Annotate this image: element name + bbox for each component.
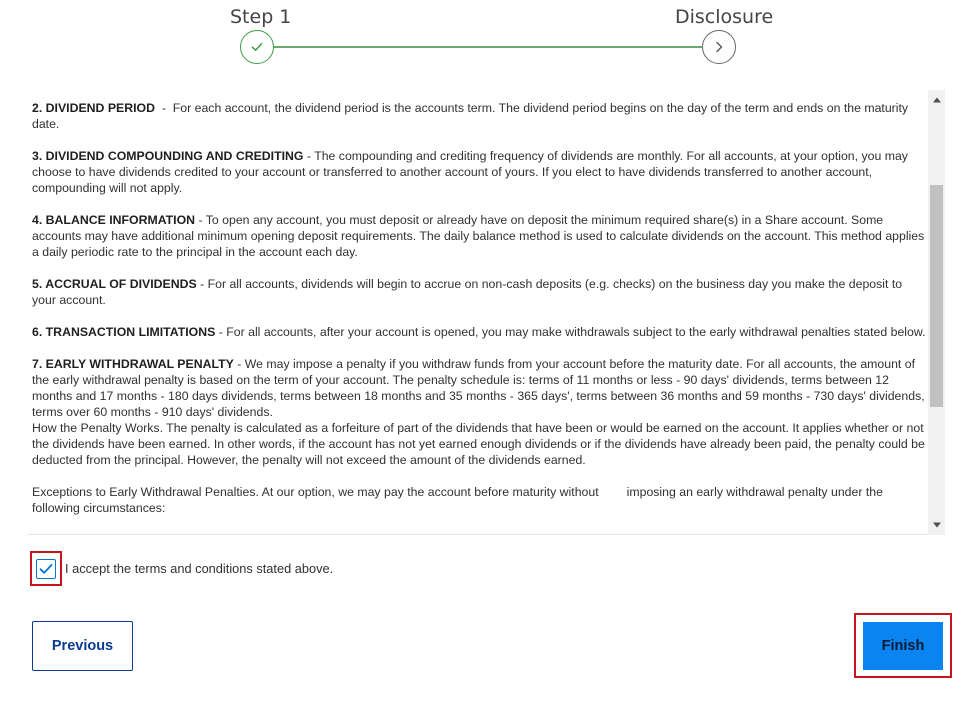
section-body: For each account, the dividend period is the accounts term. The dividend period begins on the day of the term and ends on the maturity date.	[32, 101, 909, 131]
section-separator: -	[195, 213, 206, 227]
terms-section	[32, 324, 928, 340]
caret-up-icon	[933, 97, 941, 103]
terms-section	[32, 276, 928, 308]
step-disclosure-marker[interactable]	[702, 30, 736, 64]
scroll-down-button[interactable]	[928, 517, 945, 533]
step-disclosure-label: Disclosure	[675, 6, 774, 28]
accept-terms-checkbox[interactable]	[36, 559, 56, 579]
penalty-works-paragraph: How the Penalty Works. The penalty is calculated as a forfeiture of part of the dividends that have been or would be earned on the account. It applies whether or not the dividends have been earned. In other words, if the account has not yet earned enough dividends or if the dividends have already been paid, the penalty could be deducted from the principal. However, the penalty will not exceed the amount of the dividends earned.	[32, 421, 925, 467]
section-heading: 6. TRANSACTION LIMITATIONS	[32, 325, 216, 339]
checkbox-highlight-box	[30, 551, 62, 586]
check-icon	[250, 40, 264, 54]
exceptions-text-b: imposing an early withdrawal penalty under the following circumstances:	[32, 485, 883, 515]
caret-down-icon	[933, 522, 941, 528]
exceptions-paragraph	[32, 484, 928, 516]
accept-terms-label[interactable]: I accept the terms and conditions stated above.	[65, 561, 334, 576]
accept-terms-row	[30, 551, 333, 586]
terms-section	[32, 100, 928, 132]
check-icon	[39, 563, 53, 575]
finish-highlight-box	[854, 613, 952, 678]
section-heading: 2. DIVIDEND PERIOD	[32, 101, 155, 115]
step-1-label: Step 1	[230, 6, 292, 28]
section-body: For all accounts, after your account is opened, you may make withdrawals subject to the early withdrawal penalties stated below.	[226, 325, 926, 339]
terms-section	[32, 212, 928, 260]
section-separator: -	[303, 149, 315, 163]
exceptions-text-a: Exceptions to Early Withdrawal Penalties. At our option, we may pay the account before maturity without	[32, 485, 599, 499]
progress-stepper	[0, 0, 980, 70]
terms-scrollbar[interactable]	[928, 90, 945, 535]
terms-text	[28, 90, 928, 535]
section-separator: -	[215, 325, 227, 339]
previous-button[interactable]: Previous	[32, 621, 133, 671]
section-separator: -	[155, 101, 173, 115]
scroll-thumb[interactable]	[930, 185, 943, 407]
section-separator: -	[196, 277, 208, 291]
finish-button[interactable]: Finish	[863, 622, 943, 670]
terms-section	[32, 356, 928, 420]
section-body: The compounding and crediting frequency of dividends are monthly. For all accounts, at your option, you may choose to have dividends credited to your account or transferred to another account of yours. If you elect to have dividends transferred to another account, compounding will not apply.	[32, 149, 908, 195]
section-heading: 3. DIVIDEND COMPOUNDING AND CREDITING	[32, 149, 304, 163]
section-heading: 4. BALANCE INFORMATION	[32, 213, 196, 227]
step-1-complete-marker[interactable]	[240, 30, 274, 64]
section-body: To open any account, you must deposit or already have on deposit the minimum required share(s) in a Share account. Some accounts may have additional minimum opening deposit requirements. The daily balance method is used to calculate dividends on the account. This method applies a daily periodic rate to the principal in the account each day.	[32, 213, 925, 259]
terms-scroll-container[interactable]	[28, 90, 945, 535]
section-body: For all accounts, dividends will begin to accrue on non-cash deposits (e.g. checks) on the business day you make the deposit to your account.	[32, 277, 903, 307]
section-body: We may impose a penalty if you withdraw funds from your account before the maturity date. For all accounts, the amount of the early withdrawal penalty is based on the term of your account. The penalty schedule is: terms of 11 months or less - 90 days' dividends, terms between 12 months and 17 months - 180 days dividends, terms between 18 months and 35 months - 365 days', terms between 36 months and 59 months - 730 days' dividends, terms over 60 months - 910 days' dividends.	[32, 357, 925, 419]
section-heading: 5. ACCRUAL OF DIVIDENDS	[32, 277, 197, 291]
section-heading: 7. EARLY WITHDRAWAL PENALTY	[32, 357, 234, 371]
scroll-up-button[interactable]	[928, 92, 945, 108]
chevron-right-icon	[712, 40, 726, 54]
terms-section	[32, 148, 928, 196]
step-connector-line	[274, 46, 702, 48]
section-separator: -	[233, 357, 245, 371]
